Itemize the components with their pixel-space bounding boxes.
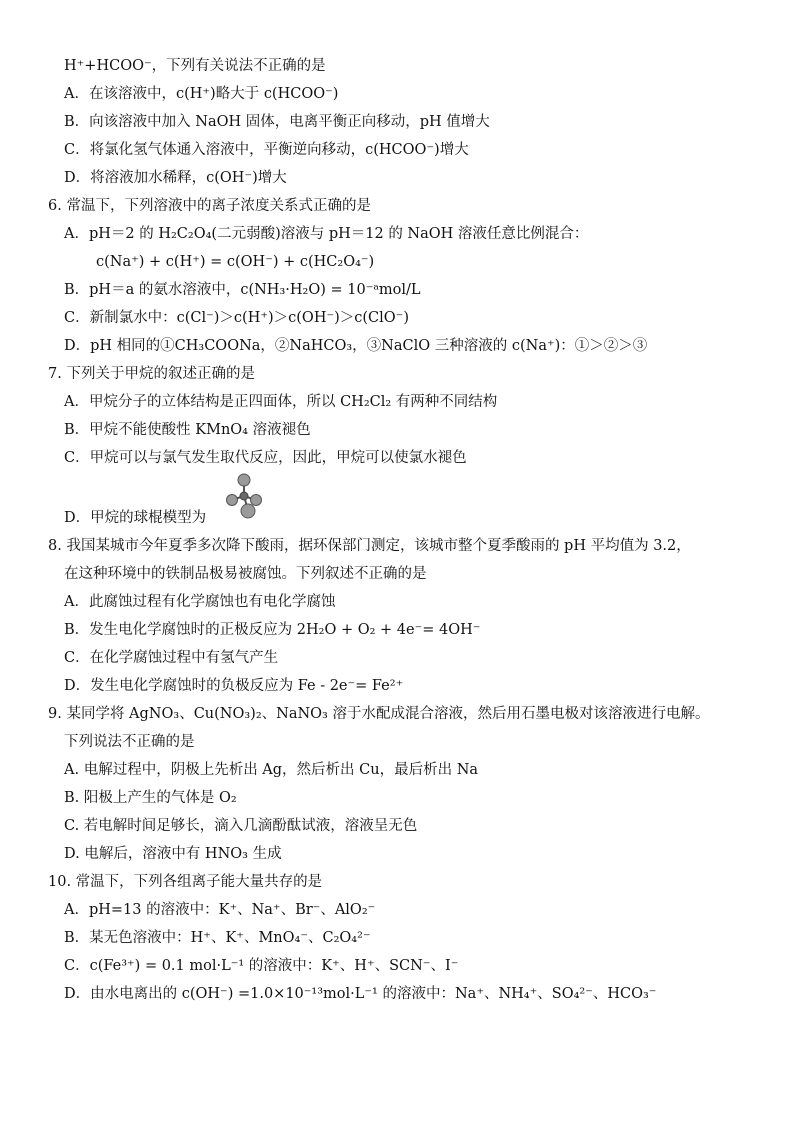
q8-stem: 8. 我国某城市今年夏季多次降下酸雨，据环保部门测定，该城市整个夏季酸雨的 pH 平均值为 3.2， [48,538,691,554]
q6-option-b: B．pH＝a 的氨水溶液中，c(NH₃·H₂O) = 10⁻ᵃmol/L [64,282,421,298]
q9-option-b: B. 阳极上产生的气体是 O₂ [64,790,237,806]
q6-option-d: D．pH 相同的①CH₃COONa，②NaHCO₃，③NaClO 三种溶液的 c(Na⁺)：①＞②＞③ [64,338,648,354]
q7-stem: 7. 下列关于甲烷的叙述正确的是 [48,366,255,382]
q5-option-c: C．将氯化氢气体通入溶液中，平衡逆向移动，c(HCOO⁻)增大 [64,142,469,158]
q7-option-a: A．甲烷分子的立体结构是正四面体，所以 CH₂Cl₂ 有两种不同结构 [64,394,498,410]
q6-option-c: C．新制氯水中：c(Cl⁻)＞c(H⁺)＞c(OH⁻)＞c(ClO⁻) [64,310,409,326]
q10-option-a: A．pH=13 的溶液中：K⁺、Na⁺、Br⁻、AlO₂⁻ [64,902,376,918]
q7-option-d: D．甲烷的球棍模型为 [64,510,207,526]
q7-option-b: B．甲烷不能使酸性 KMnO₄ 溶液褪色 [64,422,311,438]
q9-stem: 9. 某同学将 AgNO₃、Cu(NO₃)₂、NaNO₃ 溶于水配成混合溶液，然后用石墨电极对该溶液进行电解。 [48,706,710,722]
q9-option-a: A. 电解过程中，阴极上先析出 Ag，然后析出 Cu，最后析出 Na [64,762,479,778]
q5-option-d: D．将溶液加水稀释，c(OH⁻)增大 [64,170,287,186]
q8-stem-cont: 在这种环境中的铁制品极易被腐蚀。下列叙述不正确的是 [64,566,427,582]
q6-stem: 6. 常温下，下列溶液中的离子浓度关系式正确的是 [48,198,371,214]
q9-option-d: D. 电解后，溶液中有 HNO₃ 生成 [64,846,282,862]
q5-option-b: B．向该溶液中加入 NaOH 固体，电离平衡正向移动，pH 值增大 [64,114,490,130]
q9-option-c: C. 若电解时间足够长，滴入几滴酚酞试液，溶液呈无色 [64,818,418,834]
q6-option-a: A．pH＝2 的 H₂C₂O₄(二元弱酸)溶液与 pH＝12 的 NaOH 溶液任意比例混合： [64,226,589,242]
q8-option-d: D．发生电化学腐蚀时的负极反应为 Fe - 2e⁻= Fe²⁺ [64,678,404,694]
q5-option-a: A．在该溶液中，c(H⁺)略大于 c(HCOO⁻) [64,86,339,102]
q8-option-c: C．在化学腐蚀过程中有氢气产生 [64,650,279,666]
q10-option-b: B．某无色溶液中：H⁺、K⁺、MnO₄⁻、C₂O₄²⁻ [64,930,371,946]
q9-stem-cont: 下列说法不正确的是 [64,734,195,750]
q10-option-c: C．c(Fe³⁺) = 0.1 mol·L⁻¹ 的溶液中：K⁺、H⁺、SCN⁻、I⁻ [64,958,459,974]
q8-option-a: A．此腐蚀过程有化学腐蚀也有电化学腐蚀 [64,594,336,610]
q8-option-b: B．发生电化学腐蚀时的正极反应为 2H₂O + O₂ + 4e⁻= 4OH⁻ [64,622,481,638]
q7-option-c: C．甲烷可以与氯气发生取代反应，因此，甲烷可以使氯水褪色 [64,450,467,466]
q6-option-a-eq: c(Na⁺) + c(H⁺) = c(OH⁻) + c(HC₂O₄⁻) [96,254,375,270]
q10-stem: 10. 常温下，下列各组离子能大量共存的是 [48,874,323,890]
q10-option-d: D．由水电离出的 c(OH⁻) =1.0×10⁻¹³mol·L⁻¹ 的溶液中：Na⁺、NH₄⁺、SO₄²⁻、HCO₃⁻ [64,986,657,1002]
q5-stem-tail: H⁺+HCOO⁻，下列有关说法不正确的是 [64,58,326,74]
methane-ball-stick-model-icon [224,472,268,520]
